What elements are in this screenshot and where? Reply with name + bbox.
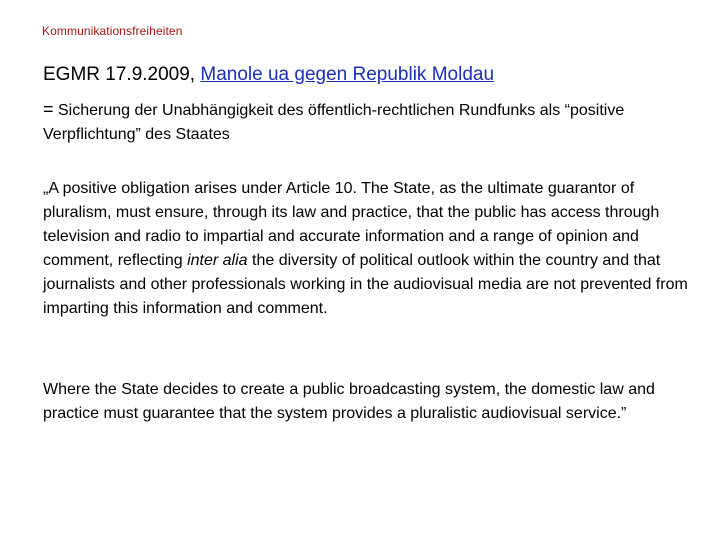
section-label: Kommunikationsfreiheiten — [42, 24, 183, 38]
case-citation: EGMR 17.9.2009, — [43, 64, 196, 85]
summary-text: Sicherung der Unabhängigkeit des öffentlich-rechtlichen Rundfunks als “positive Verpflichtung” des Staates — [43, 102, 625, 143]
quote-p1-before: „A positive obligation arises under Article 10. The State, as the ultimate guarantor of pluralism, must ensure, through its law and practice, that the public has access through television and radio to impartial and accurate information and a range of opinion and comment, reflecting — [43, 180, 660, 269]
equals-sign: = — [43, 99, 54, 119]
quote-p1-italic: inter alia — [187, 252, 248, 269]
case-link[interactable]: Manole ua gegen Republik Moldau — [200, 64, 495, 85]
quote-p1-after: the diversity of political outlook within the country and that journalists and other professionals working in the audiovisual media are not prevented from imparting this information and comment. — [43, 252, 688, 317]
case-summary — [43, 97, 683, 147]
quote-paragraph-2: Where the State decides to create a public broadcasting system, the domestic law and practice must guarantee that the system provides a pluralistic audiovisual service.” — [43, 381, 655, 422]
case-title — [43, 63, 494, 87]
quote-paragraph-1 — [43, 177, 693, 321]
